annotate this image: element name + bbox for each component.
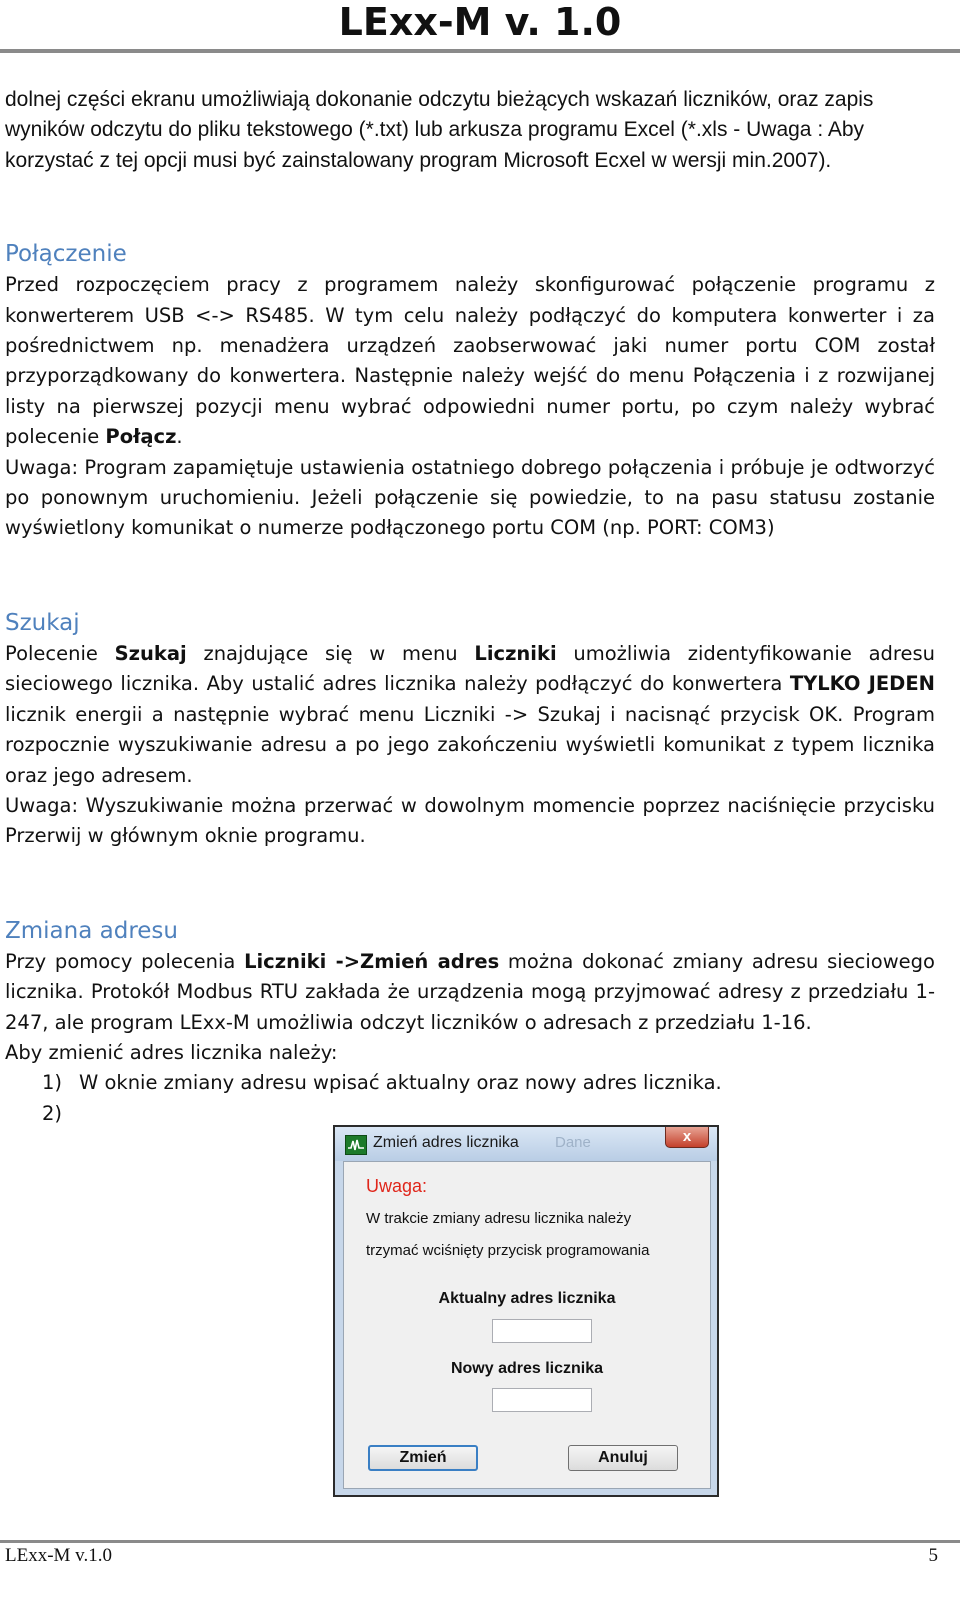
szukaj-text-a: Polecenie [5, 641, 115, 665]
polaczenie-text-end: . [176, 425, 183, 449]
zmiana-paragraph-1 [5, 947, 935, 1038]
new-address-input[interactable] [492, 1388, 592, 1412]
cancel-button[interactable]: Anuluj [568, 1445, 678, 1471]
szukaj-bold-tylko-jeden: TYLKO JEDEN [789, 672, 935, 696]
page-number: 5 [928, 1545, 938, 1566]
header-divider [0, 49, 960, 53]
polaczenie-bold-polacz: Połącz [105, 425, 177, 449]
zmiana-text-b: można dokonać zmiany adresu sieciowego licznika. Protokół Modbus RTU zakłada że urządzenia mogą przyjmować adresy z przedziału 1-247, ale program LExx-M umożliwia odczyt liczników o adresach z przedziału 1-16. [5, 949, 935, 1034]
szukaj-bold-szukaj: Szukaj [114, 641, 187, 665]
zmiana-paragraph-2: Aby zmienić adres licznika należy: [5, 1040, 338, 1064]
footer-divider [0, 1540, 960, 1543]
polaczenie-text-a: Przed rozpoczęciem pracy z programem należy skonfigurować połączenie programu z konwerterem USB <-> RS485. W tym celu należy podłączyć do komputera konwerter i za pośrednictwem np. menadżera urządzeń zaobserwować jaki numer portu COM został przyporządkowany do konwertera. Następnie należy wejść do menu Połączenia i z rozwijanej listy na pierwszej pozycji menu wybrać odpowiedni numer portu, po czym należy wybrać polecenie [5, 273, 935, 449]
current-address-input[interactable] [492, 1319, 592, 1343]
warning-line-1: W trakcie zmiany adresu licznika należy [366, 1210, 632, 1227]
change-address-dialog [333, 1125, 719, 1497]
app-icon [345, 1135, 367, 1155]
warning-label: Uwaga: [366, 1176, 428, 1196]
dialog-titlebar[interactable] [335, 1127, 717, 1161]
polaczenie-paragraph-1 [5, 270, 935, 452]
footer-doc-title: LExx-M v.1.0 [5, 1545, 112, 1566]
zmiana-text-a: Przy pomocy polecenia [5, 949, 245, 973]
list-item-text: W oknie zmiany adresu wpisać aktualny oraz nowy adres licznika. [79, 1071, 722, 1095]
background-window-title: Dane [555, 1134, 591, 1151]
list-item-number: 1) [42, 1071, 63, 1095]
list-item [5, 1068, 935, 1098]
list-item-number: 2) [42, 1101, 63, 1125]
page-header-title: LExx-M v. 1.0 [338, 0, 622, 44]
szukaj-text-c: znajdujące się w menu [186, 641, 475, 665]
szukaj-text-d: umożliwia zidentyfikowanie adresu sieciowego licznika. Aby ustalić adres licznika należy podłączyć do konwertera [5, 641, 935, 696]
change-button[interactable]: Zmień [368, 1445, 478, 1471]
dialog-title: Zmień adres licznika [373, 1134, 519, 1151]
heading-polaczenie: Połączenie [5, 241, 127, 268]
heading-szukaj: Szukaj [5, 609, 80, 636]
heading-zmiana-adresu: Zmiana adresu [5, 917, 178, 944]
polaczenie-paragraph-2: Uwaga: Program zapamiętuje ustawienia ostatniego dobrego połączenia i próbuje je odtworzyć po ponownym uruchomieniu. Jeżeli połączenie się powiedzie, to na pasu statusu zostanie wyświetlony komunikat o numerze podłączonego portu COM (np. PORT: COM3) [5, 455, 935, 540]
steps-list [5, 1068, 935, 1129]
szukaj-bold-liczniki: Liczniki [474, 641, 557, 665]
zmiana-bold-command: Liczniki ->Zmień adres [244, 949, 500, 973]
dialog-body [343, 1161, 711, 1489]
intro-line-1: dolnej części ekranu umożliwiają dokonanie odczytu bieżących wskazań liczników, oraz zapis [5, 88, 874, 111]
szukaj-text-e: licznik energii a następnie wybrać menu Liczniki -> Szukaj i nacisnąć przycisk OK. Program rozpocznie wyszukiwanie adresu a po jego zakończeniu wyświetli komunikat z typem licznika oraz jego adresem. [5, 702, 935, 787]
new-address-label: Nowy adres licznika [450, 1360, 604, 1377]
szukaj-paragraph-2: Uwaga: Wyszukiwanie można przerwać w dowolnym momencie poprzez naciśnięcie przycisku Przerwij w głównym oknie programu. [5, 793, 935, 848]
document-body [5, 85, 935, 1129]
szukaj-paragraph-1 [5, 639, 935, 791]
warning-line-2: trzymać wciśnięty przycisk programowania [366, 1242, 650, 1259]
intro-line-3: korzystać z tej opcji musi być zainstalowany program Microsoft Ecxel w wersji min.2007). [5, 148, 832, 172]
intro-line-2: wyników odczytu do pliku tekstowego (*.txt) lub arkusza programu Excel (*.xls - Uwaga : Aby [5, 118, 865, 142]
intro-paragraph [5, 85, 935, 176]
close-icon[interactable]: x [665, 1127, 709, 1148]
current-address-label: Aktualny adres licznika [438, 1290, 616, 1307]
